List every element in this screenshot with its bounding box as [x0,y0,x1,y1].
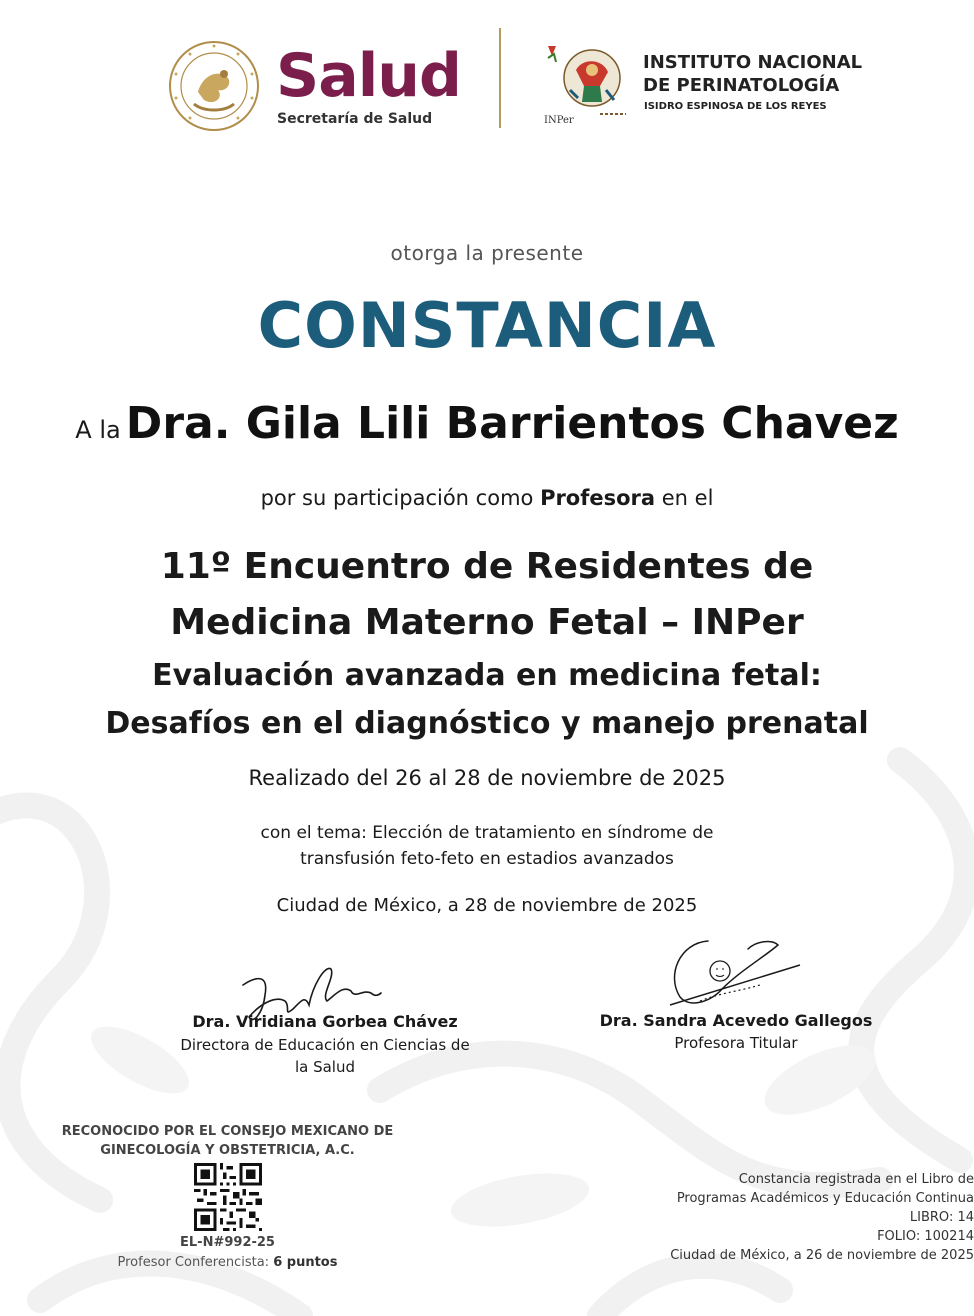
participation-prefix: por su participación como [260,486,534,510]
event-title-line1: 11º Encuentro de Residentes de [160,546,814,587]
qr-code[interactable] [194,1163,262,1231]
registry-line2: Programas Académicos y Educación Continua [676,1191,974,1206]
institute-name-line3: ISIDRO ESPINOSA DE LOS REYES [644,101,827,112]
salud-logo-wordmark: Salud [276,41,461,111]
points-label: Profesor Conferencista: [117,1255,270,1270]
recipient-prefix: A la [75,416,121,444]
registry-line1: Constancia registrada en el Libro de [738,1172,974,1187]
participation-role: Profesora [540,486,656,510]
event-subtitle-line1: Evaluación avanzada en medicina fetal: [152,658,822,693]
recognition-line1: RECONOCIDO POR EL CONSEJO MEXICANO DE [61,1124,394,1139]
recipient-line [0,398,974,449]
registry-book: LIBRO: 14 [909,1210,974,1225]
recipient-name: Dra. Gila Lili Barrientos Chavez [125,398,899,449]
points-value: 6 puntos [273,1255,338,1270]
intro-text: otorga la presente [390,241,584,265]
mexican-coat-of-arms-seal [168,40,260,132]
topic-line1: con el tema: Elección de tratamiento en síndrome de [260,823,714,843]
registry-folio: FOLIO: 100214 [877,1229,974,1244]
signatory1-role [175,1034,475,1078]
salud-logo-subtitle: Secretaría de Salud [277,111,433,127]
signatory1-name: Dra. Viridiana Gorbea Chávez [192,1012,458,1031]
signatory2-name: Dra. Sandra Acevedo Gallegos [599,1011,873,1030]
place-and-date: Ciudad de México, a 28 de noviembre de 2025 [276,895,698,916]
topic-line2: transfusión feto-feto en estadios avanzados [300,849,674,869]
participation-suffix: en el [661,486,714,510]
event-subtitle-line2: Desafíos en el diagnóstico y manejo prenatal [105,706,869,741]
signatory1-role-line1: Directora de Educación en Ciencias de [180,1036,470,1054]
inper-logo-tag: INPer [544,115,574,126]
signatory1-role-line2: la Salud [294,1058,356,1076]
certificate-title: CONSTANCIA [257,289,717,362]
event-title-line2: Medicina Materno Fetal – INPer [170,602,804,643]
header-divider [499,28,501,128]
signature-acevedo [660,935,810,1015]
registry-date: Ciudad de México, a 26 de noviembre de 2025 [670,1248,974,1263]
accreditation-code: EL-N#992-25 [180,1235,275,1250]
institute-name-line2: DE PERINATOLOGÍA [643,75,840,96]
event-dates: Realizado del 26 al 28 de noviembre de 2025 [248,766,726,790]
recognition-line2: GINECOLOGÍA Y OBSTETRICIA, A.C. [100,1143,355,1158]
points-line [90,1255,365,1270]
participation-line [0,486,974,510]
signatory2-role: Profesora Titular [674,1034,798,1052]
institute-name-line1: INSTITUTO NACIONAL [643,52,863,73]
recognition-note [60,1122,395,1160]
